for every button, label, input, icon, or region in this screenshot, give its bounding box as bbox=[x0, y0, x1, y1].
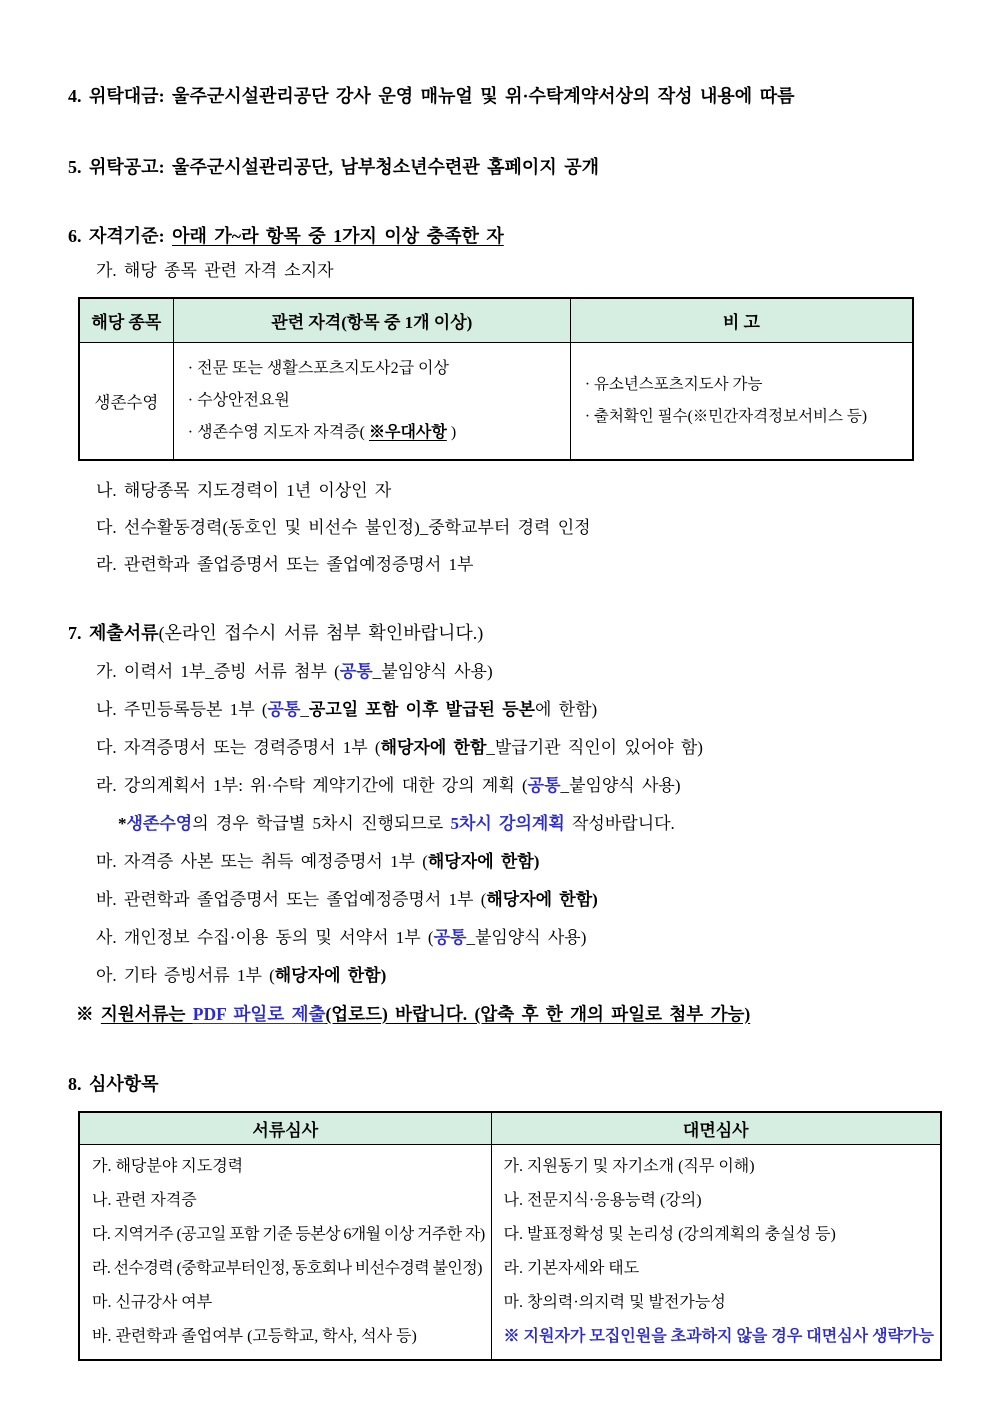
text-segment: 다. 자격증명서 또는 경력증명서 1부 ( bbox=[96, 737, 381, 757]
text-segment: ) bbox=[446, 423, 457, 441]
text-segment: 바. 관련학과 졸업증명서 또는 졸업예정증명서 1부 ( bbox=[96, 889, 487, 909]
note-line bbox=[585, 369, 902, 401]
section-6-item-da bbox=[96, 516, 928, 540]
text-segment: 해당자에 한함 bbox=[427, 851, 534, 871]
text-segment: 작성바랍니다. bbox=[564, 813, 675, 833]
section-8-heading bbox=[68, 1072, 928, 1097]
text-segment: 공통 bbox=[527, 775, 561, 795]
review-item: 마. 창의력·의지력 및 발전가능성 bbox=[503, 1294, 726, 1311]
qualification-table-cell-notes bbox=[570, 342, 913, 460]
text-segment: 4. 위탁대금 bbox=[68, 86, 159, 106]
qualification-line bbox=[188, 353, 560, 385]
text-segment: · 수상안전요원 bbox=[187, 391, 290, 409]
text-segment: 라. 강의계획서 1부: 위·수탁 계약기간에 대한 강의 계획 ( bbox=[96, 775, 528, 795]
text-segment: 6. 자격기준 bbox=[68, 226, 159, 246]
section-5-line bbox=[68, 155, 928, 180]
text-segment: _붙임양식 사용) bbox=[560, 775, 681, 795]
text-segment: · 생존수영 지도자 자격증( bbox=[187, 423, 369, 441]
section-7-item-na bbox=[96, 698, 928, 722]
text-segment: · 출처확인 필수(※민간자격정보서비스 등) bbox=[584, 407, 867, 425]
text-segment: ※우대사항 bbox=[369, 423, 447, 441]
text-segment: ※ bbox=[76, 1003, 101, 1024]
text-segment: 해당자에 한함 bbox=[380, 737, 487, 757]
text-segment: * bbox=[118, 813, 127, 833]
text-segment: 7. 제출서류 bbox=[68, 622, 159, 643]
text-segment: 에 한함) bbox=[534, 699, 598, 719]
text-segment: 지원서류는 bbox=[100, 1003, 193, 1024]
qualification-table-header-note: 비 고 bbox=[570, 298, 913, 342]
text-segment: 사. 개인정보 수집·이용 동의 및 서약서 1부 ( bbox=[96, 927, 434, 947]
text-segment: 해당자에 한함) bbox=[274, 965, 387, 985]
review-item: 나. 전문지식·응용능력 (강의) bbox=[503, 1192, 702, 1209]
section-6-item-na bbox=[96, 479, 928, 503]
text-segment: _ bbox=[300, 699, 309, 719]
note-line bbox=[585, 401, 902, 433]
text-segment: 가. 해당 종목 관련 자격 소지자 bbox=[96, 261, 334, 280]
review-table-header-row bbox=[79, 1112, 941, 1145]
text-segment: _붙임양식 사용) bbox=[466, 927, 587, 947]
text-segment: 8. 심사항목 bbox=[68, 1073, 159, 1094]
text-segment: : 울주군시설관리공단, 남부청소년수련관 홈페이지 공개 bbox=[158, 157, 599, 177]
text-segment: 마. 자격증 사본 또는 취득 예정증명서 1부 ( bbox=[96, 851, 428, 871]
text-segment: 생존수영 bbox=[126, 813, 193, 833]
text-segment: 나. 주민등록등본 1부 ( bbox=[96, 699, 268, 719]
qualification-line bbox=[188, 385, 560, 417]
text-segment: : 울주군시설관리공단 강사 운영 매뉴얼 및 위·수탁계약서상의 작성 내용에 따름 bbox=[158, 86, 795, 106]
review-item: 라. 선수경력 (중학교부터인정, 동호회나 비선수경력 불인정) bbox=[92, 1260, 482, 1277]
section-6-heading bbox=[68, 224, 928, 249]
text-segment: (업로드) 바랍니다. (압축 후 한 개의 파일로 첨부 가능) bbox=[325, 1003, 751, 1024]
text-segment: 나. 해당종목 지도경력이 1년 이상인 자 bbox=[96, 480, 392, 500]
section-7-item-a bbox=[96, 964, 928, 988]
section-7-item-ga bbox=[96, 660, 928, 684]
section-7-item-ra bbox=[96, 774, 928, 798]
text-segment: _붙임양식 사용) bbox=[372, 661, 493, 681]
review-table-cell-document bbox=[79, 1145, 491, 1361]
text-segment: 의 경우 학급별 5차시 진행되므로 bbox=[192, 813, 451, 833]
review-items-table bbox=[78, 1111, 942, 1362]
review-item: 다. 지역거주 (공고일 포함 기준 등본상 6개월 이상 거주한 자) bbox=[92, 1226, 485, 1243]
review-interview-skip-note: ※ 지원자가 모집인원을 초과하지 않을 경우 대면심사 생략가능 bbox=[503, 1328, 934, 1345]
review-table-header-document: 서류심사 bbox=[79, 1112, 491, 1145]
review-item: 마. 신규강사 여부 bbox=[92, 1294, 213, 1311]
review-item: 가. 해당분야 지도경력 bbox=[92, 1158, 244, 1175]
text-segment: · 유소년스포츠지도사 가능 bbox=[584, 375, 763, 393]
text-segment: ) bbox=[533, 851, 540, 871]
document-page bbox=[0, 84, 992, 1403]
qualification-table bbox=[78, 297, 914, 461]
text-segment: 아래 가~라 항목 중 1가지 이상 충족한 자 bbox=[172, 226, 504, 246]
section-7-item-sa bbox=[96, 926, 928, 950]
text-segment: : bbox=[158, 226, 173, 246]
section-7-pdf-note bbox=[76, 1002, 928, 1026]
text-segment: 공통 bbox=[267, 699, 301, 719]
review-item: 바. 관련학과 졸업여부 (고등학교, 학사, 석사 등) bbox=[92, 1328, 417, 1345]
section-6-item-ga bbox=[96, 259, 928, 283]
text-segment: 해당자에 한함) bbox=[486, 889, 598, 909]
review-table-cell-interview bbox=[491, 1145, 941, 1361]
qualification-table-cell-subject: 생존수영 bbox=[79, 342, 173, 460]
review-item: 다. 발표정확성 및 논리성 (강의계획의 충실성 등) bbox=[503, 1226, 836, 1243]
review-table-header-interview: 대면심사 bbox=[491, 1112, 941, 1145]
qualification-line bbox=[188, 417, 560, 449]
text-segment: 공통 bbox=[339, 661, 373, 681]
section-6-item-ra bbox=[96, 553, 928, 577]
qualification-table-body-row bbox=[79, 342, 913, 460]
text-segment: 라. 관련학과 졸업증명서 또는 졸업예정증명서 1부 bbox=[96, 554, 474, 574]
qualification-table-header-row bbox=[79, 298, 913, 342]
section-7-item-da bbox=[96, 736, 928, 760]
review-table-body-row bbox=[79, 1145, 941, 1361]
text-segment: 공고일 포함 이후 발급된 등본 bbox=[308, 699, 535, 719]
text-segment: 5. 위탁공고 bbox=[68, 157, 159, 177]
text-segment: 공통 bbox=[433, 927, 467, 947]
text-segment: · 전문 또는 생활스포츠지도사2급 이상 bbox=[187, 359, 449, 377]
review-item: 가. 지원동기 및 자기소개 (직무 이해) bbox=[503, 1158, 755, 1175]
text-segment: 아. 기타 증빙서류 1부 ( bbox=[96, 965, 275, 985]
qualification-table-header-qualification: 관련 자격(항목 중 1개 이상) bbox=[173, 298, 570, 342]
text-segment: _발급기관 직인이 있어야 함) bbox=[486, 737, 703, 757]
review-item: 라. 기본자세와 태도 bbox=[503, 1260, 640, 1277]
section-7-heading bbox=[68, 621, 928, 646]
text-segment: 가. 이력서 1부_증빙 서류 첨부 ( bbox=[96, 661, 340, 681]
section-7-item-ba bbox=[96, 888, 928, 912]
text-segment: 다. 선수활동경력(동호인 및 비선수 불인정)_중학교부터 경력 인정 bbox=[96, 517, 591, 537]
text-segment: 5차시 강의계획 bbox=[450, 813, 565, 833]
qualification-table-header-subject: 해당 종목 bbox=[79, 298, 173, 342]
section-4-line bbox=[68, 84, 928, 109]
qualification-table-cell-qualifications bbox=[173, 342, 570, 460]
section-7-item-ma bbox=[96, 850, 928, 874]
section-7-item-ra-subnote bbox=[118, 812, 928, 836]
review-item: 나. 관련 자격증 bbox=[92, 1192, 197, 1209]
text-segment: PDF 파일로 제출 bbox=[192, 1003, 326, 1024]
text-segment: (온라인 접수시 서류 첨부 확인바랍니다.) bbox=[158, 622, 484, 643]
